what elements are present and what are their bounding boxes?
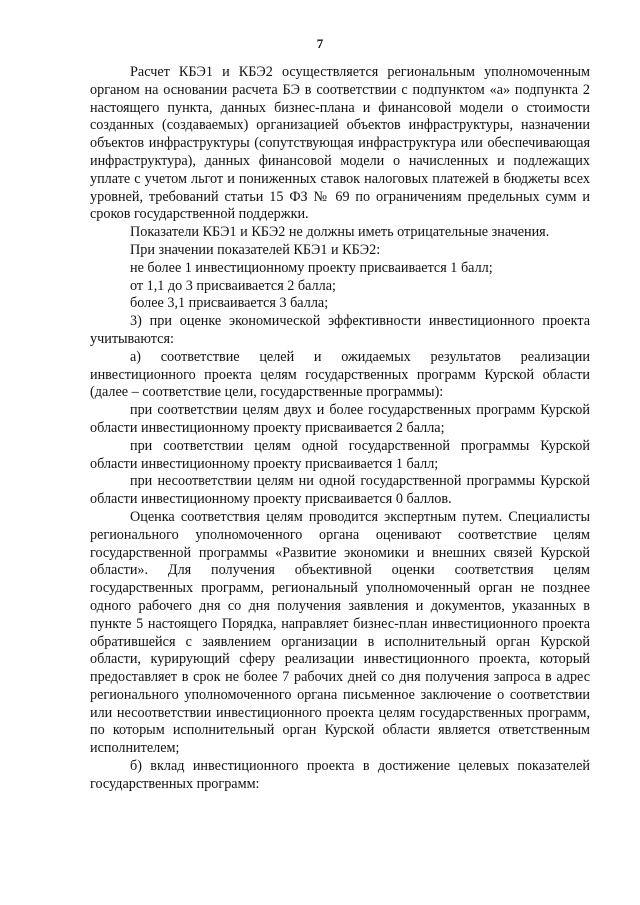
paragraph: не более 1 инвестиционному проекту присваивается 1 балл; [130,259,493,276]
paragraph: более 3,1 присваивается 3 балла; [130,295,329,312]
paragraph: б) вклад инвестиционного проекта в достижение целевых показателей государственных программ: [90,758,590,792]
page-number: 7 [316,36,324,51]
paragraph: от 1,1 до 3 присваивается 2 балла; [130,277,336,294]
paragraph: Расчет КБЭ1 и КБЭ2 осуществляется региональным уполномоченным органом на основании расчета БЭ в соответствии с подпунктом «а» подпункта 2 настоящего пункта, данных бизнес-плана и финансовой модели о стоимости созданных (создаваемых) организацией объектов инфраструктуры, назначении объектов инфраструктуры (сопутствующая инфраструктура или обеспечивающая инфраструктура), данных финансовой модели о начисленных и подлежащих уплате с учетом льгот и пониженных ставок налоговых платежей в бюджеты всех уровней, требований статьи 15 ФЗ № 69 по ограничениям предельных сумм и сроков государственной поддержки. [90,64,590,223]
paragraph: при соответствии целям одной государственной программы Курской области инвестиционному проекту присваивается 1 балл; [90,437,590,472]
paragraph: Показатели КБЭ1 и КБЭ2 не должны иметь отрицательные значения. [130,224,550,241]
paragraph: при несоответствии целям ни одной государственной программы Курской области инвестиционному проекту присваивается 0 баллов. [90,473,590,508]
paragraph: при соответствии целям двух и более государственных программ Курской области инвестиционному проекту присваивается 2 балла; [90,402,590,436]
paragraph: 3) при оценке экономической эффективности инвестиционного проекта учитываются: [90,313,590,347]
paragraph: При значении показателей КБЭ1 и КБЭ2: [130,241,381,258]
paragraph: Оценка соответствия целям проводится экспертным путем. Специалисты регионального уполномоченного органа оценивают соответствие целям государственной программы «Развитие экономики и внешних связей Курской области». Для получения объективной оценки соответствия целям государственных программ, региональный уполномоченный орган не позднее одного рабочего дня со дня получения заявления и документов, указанных в пункте 5 настоящего Порядка, направляет бизнес-план инвестиционного проекта обратившейся с заявлением организации в исполнительный орган Курской области, курирующий сферу реализации инвестиционного проекта, который предоставляет в срок не более 7 рабочих дней со дня получения запроса в адрес регионального уполномоченного органа письменное заключение о соответствии или несоответствии инвестиционного проекта целям государственных программ, по которым исполнительный орган Курской области является ответственным исполнителем; [90,508,590,757]
paragraph: а) соответствие целей и ожидаемых результатов реализации инвестиционного проекта целям государственных программ Курской области (далее – соответствие цели, государственные программы): [90,348,590,401]
document-body [90,64,590,794]
